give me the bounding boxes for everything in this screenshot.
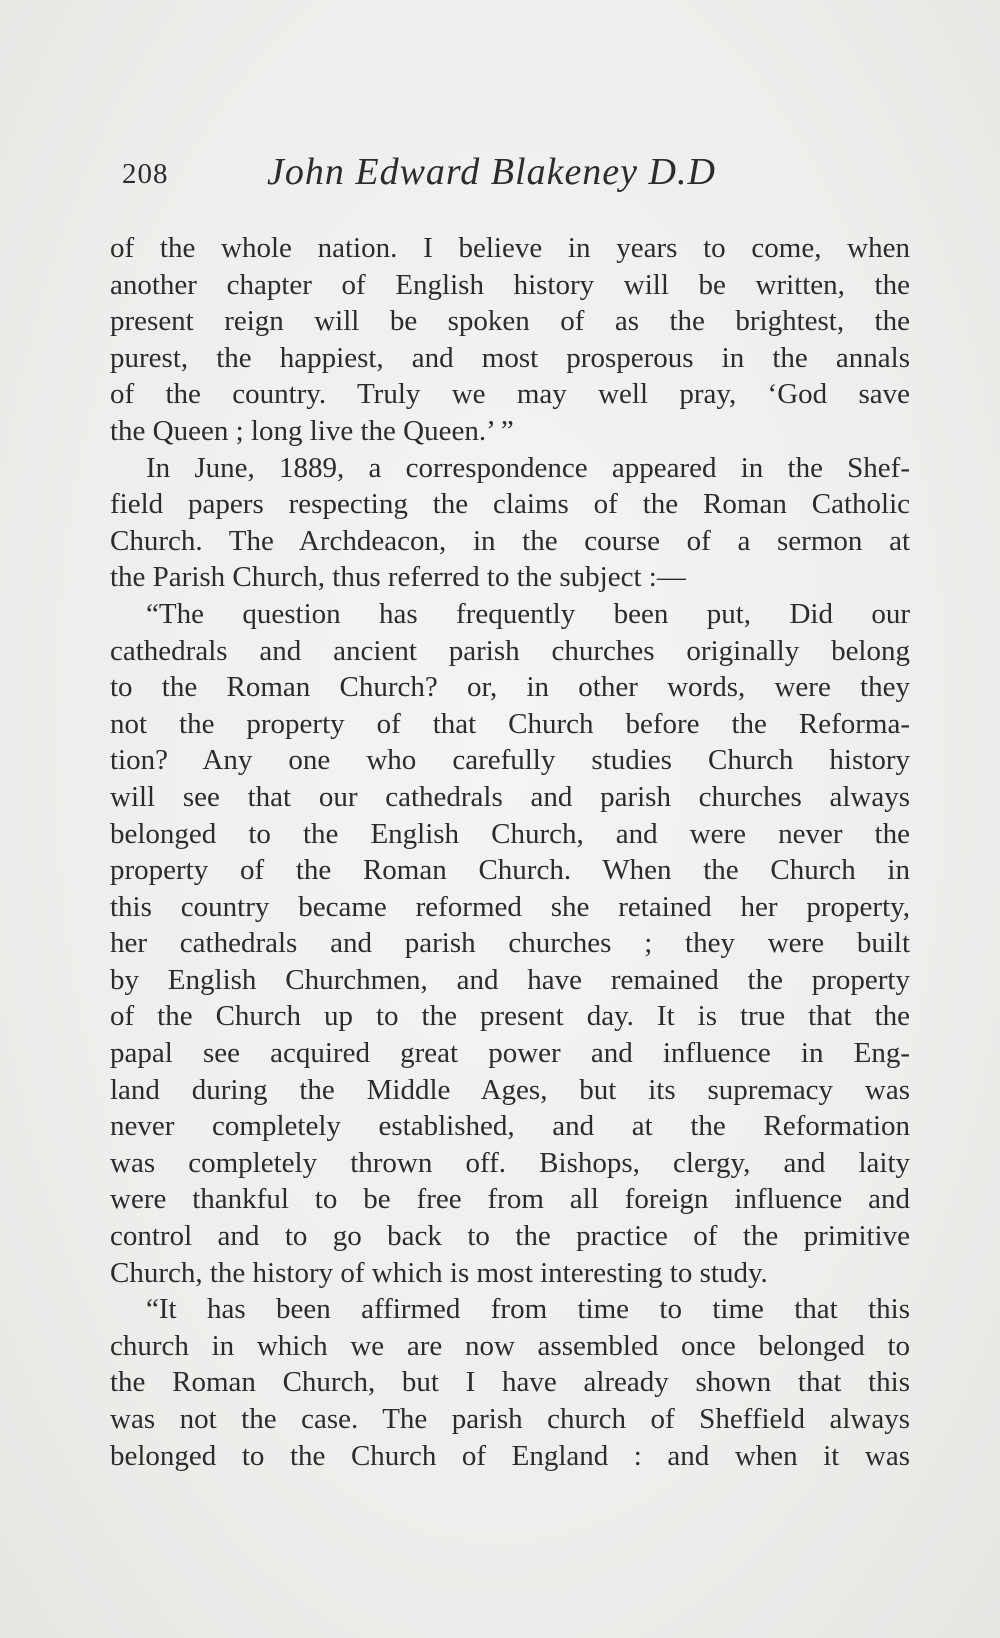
text-line: not the property of that Church before the Reforma-	[110, 707, 910, 740]
text-line: will see that our cathedrals and parish churches always	[110, 780, 910, 813]
text-line: property of the Roman Church. When the Church in	[110, 854, 910, 887]
text-line: of the whole nation. I believe in years to come, when	[110, 232, 910, 264]
text-line: never completely established, and at the Reformation	[110, 1110, 910, 1143]
text-line: belonged to the English Church, and were never the	[110, 817, 910, 850]
page-header	[122, 150, 912, 200]
text-line: church in which we are now assembled once belonged to	[110, 1329, 910, 1362]
page-number: 208	[122, 158, 169, 190]
text-line: were thankful to be free from all foreign influence and	[110, 1183, 910, 1216]
text-line: the Roman Church, but I have already shown that this	[110, 1366, 910, 1399]
text-line: her cathedrals and parish churches ; they were built	[110, 927, 910, 960]
text-line: present reign will be spoken of as the brightest, the	[110, 305, 910, 338]
text-line: the Parish Church, thus referred to the subject :—	[110, 561, 686, 594]
text-line: was completely thrown off. Bishops, clergy, and laity	[110, 1146, 910, 1179]
paragraph-start: In June, 1889, a correspondence appeared in the Shef-	[146, 451, 910, 484]
text-line: of the country. Truly we may well pray, ‘God save	[110, 378, 910, 411]
body-text	[110, 230, 910, 1474]
text-line: was not the case. The parish church of Sheffield always	[110, 1403, 910, 1435]
running-title: John Edward Blakeney D.D	[267, 151, 716, 193]
text-line: Church. The Archdeacon, in the course of a sermon at	[110, 524, 910, 557]
text-line: this country became reformed she retained her property,	[110, 890, 910, 923]
text-line: papal see acquired great power and influence in Eng-	[110, 1037, 910, 1070]
text-line: control and to go back to the practice of the primitive	[110, 1220, 910, 1253]
paragraph-start: “The question has frequently been put, Did our	[146, 597, 910, 630]
text-line: belonged to the Church of England : and when it was	[110, 1439, 910, 1472]
text-line: land during the Middle Ages, but its supremacy was	[110, 1073, 910, 1106]
text-line: purest, the happiest, and most prosperous in the annals	[110, 341, 910, 374]
text-line: by English Churchmen, and have remained the property	[110, 963, 910, 996]
text-line: to the Roman Church? or, in other words, were they	[110, 671, 910, 704]
paragraph-start: “It has been affirmed from time to time that this	[146, 1293, 910, 1326]
text-line: another chapter of English history will be written, the	[110, 268, 910, 301]
text-line: cathedrals and ancient parish churches originally belong	[110, 634, 910, 667]
text-line: of the Church up to the present day. It is true that the	[110, 1000, 910, 1033]
text-line: Church, the history of which is most interesting to study.	[110, 1256, 768, 1289]
text-line: tion? Any one who carefully studies Church history	[110, 744, 910, 777]
text-line: field papers respecting the claims of the Roman Catholic	[110, 488, 910, 521]
text-line: the Queen ; long live the Queen.’ ”	[110, 414, 514, 447]
